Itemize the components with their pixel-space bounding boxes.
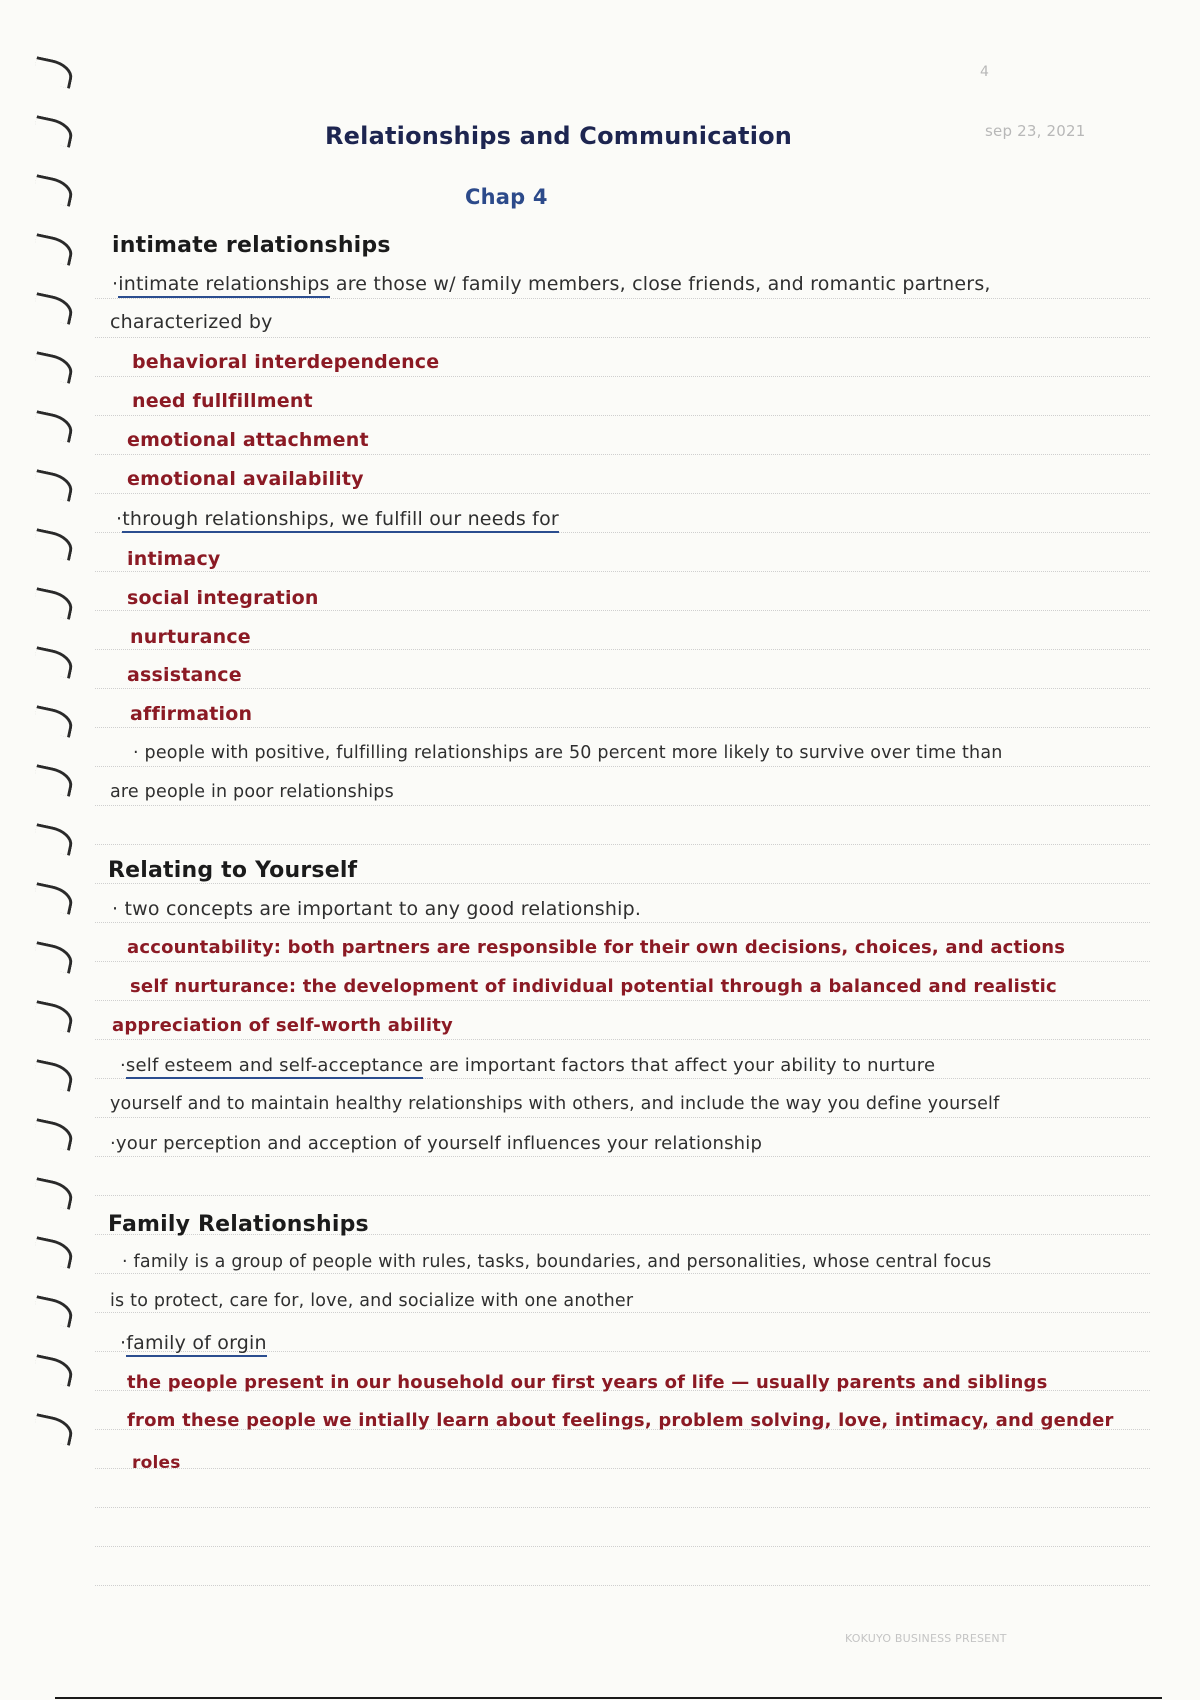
ruled-line	[95, 1195, 1150, 1196]
origin-line: the people present in our household our first years of life — usually parents and siblings	[127, 1372, 1048, 1393]
spiral-ring	[32, 1118, 75, 1151]
spiral-ring	[32, 764, 75, 797]
need-item: assistance	[127, 664, 242, 686]
family-of-origin-line: ·family of orgin	[120, 1332, 267, 1354]
accountability-line: accountability: both partners are responsible for their own decisions, choices, and actions	[127, 937, 1066, 958]
fact-line-continued: are people in poor relationships	[110, 782, 394, 802]
ruled-line	[95, 298, 1150, 299]
needs-intro-line: ·through relationships, we fulfill our needs for	[116, 508, 559, 530]
spiral-ring	[32, 941, 75, 974]
needs-intro: through relationships, we fulfill our needs for	[122, 508, 559, 533]
ruled-line	[95, 1507, 1150, 1508]
ruled-line	[95, 649, 1150, 650]
ruled-line	[95, 727, 1150, 728]
ruled-line	[95, 1273, 1150, 1274]
spiral-ring	[32, 56, 75, 89]
spiral-binding	[28, 60, 78, 1420]
spiral-ring	[32, 1236, 75, 1269]
self-nurturance-line: self nurturance: the development of individual potential through a balanced and realistic	[130, 976, 1057, 997]
spiral-ring	[32, 469, 75, 502]
spiral-ring	[32, 1354, 75, 1387]
trait-item: emotional availability	[127, 468, 364, 490]
ruled-line	[95, 1117, 1150, 1118]
ruled-line	[95, 805, 1150, 806]
origin-line: roles	[132, 1453, 181, 1473]
date: sep 23, 2021	[985, 122, 1086, 140]
chapter-label: Chap 4	[465, 185, 548, 209]
ruled-line	[95, 844, 1150, 845]
ruled-line	[95, 688, 1150, 689]
spiral-ring	[32, 351, 75, 384]
page-edge-line	[55, 1697, 1162, 1699]
ruled-line	[95, 1312, 1150, 1313]
spiral-ring	[32, 1295, 75, 1328]
spiral-ring	[32, 410, 75, 443]
ruled-line	[95, 766, 1150, 767]
spiral-ring	[32, 1059, 75, 1092]
spiral-ring	[32, 233, 75, 266]
page-title: Relationships and Communication	[325, 122, 793, 150]
ruled-line	[95, 1156, 1150, 1157]
definition-continued: characterized by	[110, 311, 273, 333]
ruled-line	[95, 493, 1150, 494]
ruled-line	[95, 571, 1150, 572]
heading-relating-to-yourself: Relating to Yourself	[108, 858, 358, 883]
ruled-line	[95, 1468, 1150, 1469]
trait-item: emotional attachment	[127, 429, 369, 451]
spiral-ring	[32, 528, 75, 561]
self-esteem-term: self esteem and self-acceptance	[126, 1055, 423, 1079]
heading-intimate-relationships: intimate relationships	[112, 233, 391, 258]
self-esteem-continued: yourself and to maintain healthy relationships with others, and include the way you define yourself	[110, 1094, 1000, 1114]
perception-line: ·your perception and acception of yourself influences your relationship	[110, 1133, 763, 1154]
ruled-line	[95, 1039, 1150, 1040]
spiral-ring	[32, 292, 75, 325]
spiral-ring	[32, 587, 75, 620]
definition-rest: are those w/ family members, close friends, and romantic partners,	[329, 273, 991, 295]
ruled-line	[95, 376, 1150, 377]
need-item: social integration	[127, 587, 319, 609]
self-esteem-line: ·self esteem and self-acceptance are important factors that affect your ability to nurture	[120, 1055, 935, 1076]
spiral-ring	[32, 1413, 75, 1446]
need-item: affirmation	[130, 703, 253, 725]
definition-term: intimate relationships	[118, 273, 329, 298]
family-definition-continued: is to protect, care for, love, and socialize with one another	[110, 1291, 634, 1311]
definition-line: ·intimate relationships are those w/ family members, close friends, and romantic partners,	[112, 273, 991, 295]
trait-item: behavioral interdependence	[132, 351, 440, 373]
spiral-ring	[32, 705, 75, 738]
trait-item: need fullfillment	[132, 390, 313, 412]
fact-line: · people with positive, fulfilling relationships are 50 percent more likely to survive over time than	[133, 743, 1003, 763]
ruled-line	[95, 922, 1150, 923]
family-definition: · family is a group of people with rules, tasks, boundaries, and personalities, whose central focus	[122, 1252, 992, 1272]
spiral-ring	[32, 646, 75, 679]
ruled-line	[95, 415, 1150, 416]
ruled-line	[95, 610, 1150, 611]
need-item: intimacy	[127, 548, 221, 570]
ruled-line	[95, 1585, 1150, 1586]
need-item: nurturance	[130, 626, 251, 648]
spiral-ring	[32, 1177, 75, 1210]
ruled-line	[95, 961, 1150, 962]
family-of-origin-term: family of orgin	[126, 1332, 267, 1357]
ruled-line	[95, 1000, 1150, 1001]
spiral-ring	[32, 115, 75, 148]
spiral-ring	[32, 174, 75, 207]
spiral-ring	[32, 882, 75, 915]
ruled-line	[95, 454, 1150, 455]
spiral-ring	[32, 1000, 75, 1033]
origin-line: from these people we intially learn about feelings, problem solving, love, intimacy, and gender	[127, 1410, 1114, 1431]
footer-brand: KOKUYO BUSINESS PRESENT	[845, 1632, 1007, 1645]
spiral-ring	[32, 823, 75, 856]
heading-family-relationships: Family Relationships	[108, 1212, 369, 1237]
self-nurturance-continued: appreciation of self-worth ability	[112, 1015, 453, 1036]
ruled-line	[95, 337, 1150, 338]
ruled-line	[95, 883, 1150, 884]
ruled-line	[95, 1546, 1150, 1547]
page-number: 4	[980, 64, 990, 80]
concepts-intro: · two concepts are important to any good relationship.	[112, 898, 642, 920]
